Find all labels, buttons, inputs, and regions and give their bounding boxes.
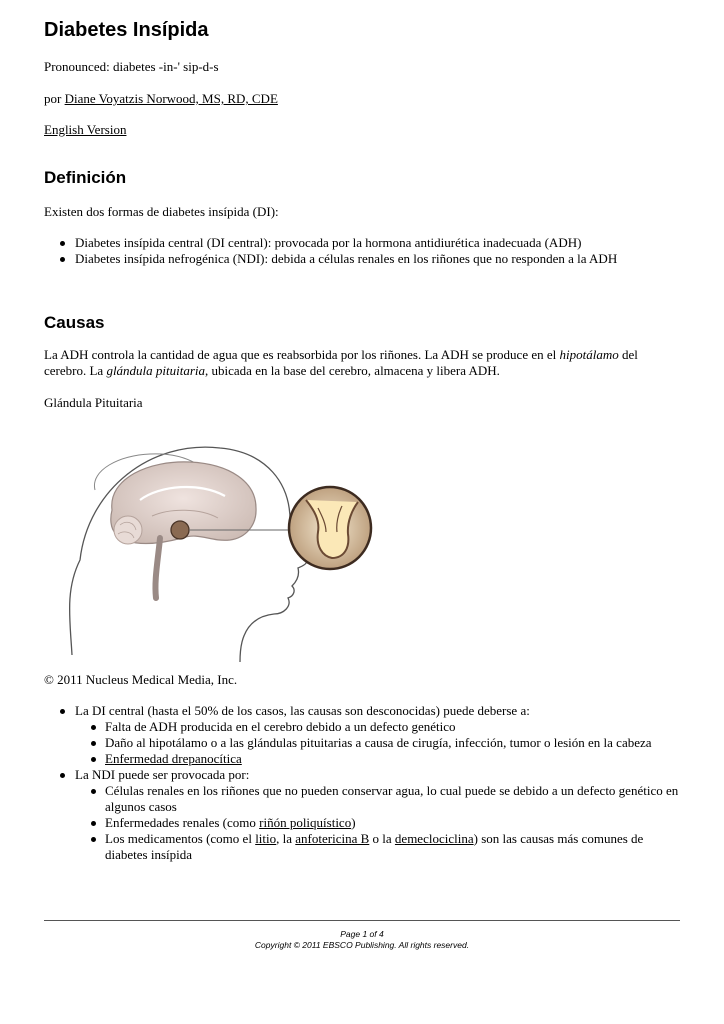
demeclocycline-link[interactable]: demeclociclina bbox=[394, 831, 474, 846]
list-item: Daño al hipotálamo o a las glándulas pituitarias a causa de cirugía, infección, tumor o lesión en la cabeza bbox=[44, 735, 684, 751]
ndi-item2-text-b: ) bbox=[351, 815, 356, 830]
causes-paragraph bbox=[44, 347, 682, 379]
list-item: La NDI puede ser provocada por: bbox=[44, 767, 684, 783]
pronunciation: Pronounced: diabetes -in-' sip-d-s bbox=[44, 59, 219, 74]
causes-text-a: La ADH controla la cantidad de agua que es reabsorbida por los riñones. La ADH se produce en el bbox=[44, 347, 560, 362]
polycystic-kidney-link[interactable]: riñón poliquístico bbox=[259, 815, 352, 830]
list-item: La DI central (hasta el 50% de los casos, las causas son desconocidas) puede deberse a: bbox=[44, 703, 684, 719]
english-version-link[interactable]: English Version bbox=[44, 122, 127, 137]
image-copyright: © 2011 Nucleus Medical Media, Inc. bbox=[44, 672, 238, 687]
causes-text-c: , ubicada en la base del cerebro, almacena y libera ADH. bbox=[205, 363, 500, 378]
ndi-item2-text-a: Enfermedades renales (como bbox=[105, 815, 260, 830]
sickle-cell-link[interactable]: Enfermedad drepanocítica bbox=[105, 751, 242, 766]
list-item bbox=[44, 751, 684, 767]
ndi-item3-sep1: , la bbox=[276, 831, 296, 846]
zoom-circle bbox=[289, 487, 371, 569]
byline-prefix: por bbox=[44, 91, 65, 106]
figure-label: Glándula Pituitaria bbox=[44, 395, 143, 410]
footer-copyright: Copyright © 2011 EBSCO Publishing. All rights reserved. bbox=[254, 940, 470, 950]
byline bbox=[44, 91, 278, 107]
list-item: Diabetes insípida central (DI central): provocada por la hormona antidiurética inadecuada (ADH) bbox=[44, 235, 684, 251]
definition-list bbox=[44, 235, 684, 267]
list-item: Diabetes insípida nefrogénica (NDI): debida a células renales en los riñones que no responden a la ADH bbox=[44, 251, 684, 267]
hypothalamus-term: hipotálamo bbox=[559, 347, 619, 362]
amphotericin-link[interactable]: anfotericina B bbox=[295, 831, 370, 846]
page-number: Page 1 of 4 bbox=[340, 929, 384, 939]
author-link[interactable]: Diane Voyatzis Norwood, MS, RD, CDE bbox=[64, 91, 278, 106]
ndi-item3-text-a: Los medicamentos (como el bbox=[105, 831, 256, 846]
footer-divider bbox=[44, 920, 680, 921]
definition-intro: Existen dos formas de diabetes insípida (DI): bbox=[44, 204, 279, 219]
lithium-link[interactable]: litio bbox=[255, 831, 277, 846]
definition-heading: Definición bbox=[44, 168, 127, 187]
causes-list bbox=[44, 703, 684, 863]
list-item: Células renales en los riñones que no pueden conservar agua, lo cual puede se debido a un defecto genético en algunos casos bbox=[44, 783, 684, 815]
pituitary-illustration bbox=[60, 430, 390, 665]
english-version bbox=[44, 122, 126, 138]
pituitary-term: glándula pituitaria bbox=[106, 363, 206, 378]
list-item bbox=[44, 815, 684, 831]
ndi-item3-text-b: ) son las causas más comunes de diabetes insípida bbox=[105, 831, 644, 862]
list-item bbox=[44, 831, 684, 863]
causes-heading: Causas bbox=[44, 313, 105, 332]
causes-text-b: del cerebro. La bbox=[44, 347, 638, 378]
pituitary-marker bbox=[171, 521, 189, 539]
ndi-item3-sep2: o la bbox=[369, 831, 395, 846]
list-item: Falta de ADH producida en el cerebro debido a un defecto genético bbox=[44, 719, 684, 735]
page-title: Diabetes Insípida bbox=[44, 19, 209, 41]
